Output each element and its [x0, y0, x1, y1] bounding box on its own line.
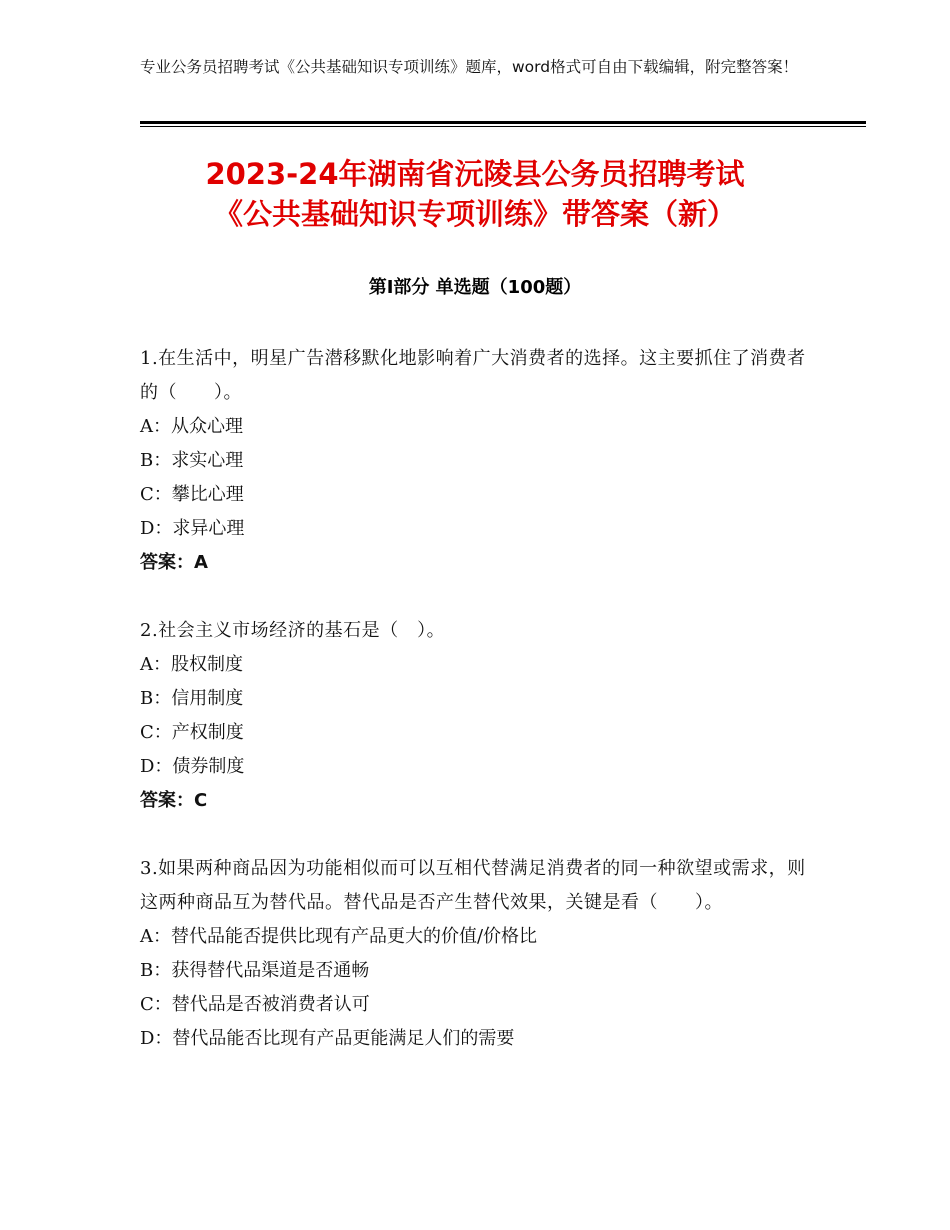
document-title-line-1: 2023-24年湖南省沅陵县公务员招聘考试	[205, 157, 745, 191]
option-c: C：产权制度	[140, 722, 244, 743]
answer-text: 答案：A	[140, 552, 208, 573]
option-c: C：攀比心理	[140, 484, 244, 505]
option-b: B：求实心理	[140, 450, 244, 471]
option-d: D：债券制度	[140, 756, 245, 777]
header-divider-thick	[140, 121, 866, 124]
section-title: 第Ⅰ部分 单选题（100题）	[368, 277, 582, 298]
question-stem: 2.社会主义市场经济的基石是（ ）。	[140, 620, 446, 641]
option-d: D：求异心理	[140, 518, 245, 539]
document-title-line-2: 《公共基础知识专项训练》带答案（新）	[213, 197, 736, 231]
document-title	[100, 154, 850, 234]
question-2	[140, 614, 810, 818]
question-stem: 1.在生活中，明星广告潜移默化地影响着广大消费者的选择。这主要抓住了消费者的（ ）。	[140, 348, 806, 403]
question-3	[140, 852, 810, 1056]
question-stem: 3.如果两种商品因为功能相似而可以互相代替满足消费者的同一种欲望或需求，则这两种商品互为替代品。替代品是否产生替代效果，关键是看（ ）。	[140, 858, 806, 913]
header-note: 专业公务员招聘考试《公共基础知识专项训练》题库，word格式可自由下载编辑，附完整答案！	[140, 58, 799, 76]
option-b: B：信用制度	[140, 688, 244, 709]
option-b: B：获得替代品渠道是否通畅	[140, 960, 370, 981]
option-c: C：替代品是否被消费者认可	[140, 994, 370, 1015]
question-list	[140, 342, 810, 1090]
header-divider-thin	[140, 126, 866, 127]
question-1	[140, 342, 810, 580]
answer-text: 答案：C	[140, 790, 208, 811]
option-d: D：替代品能否比现有产品更能满足人们的需要	[140, 1028, 515, 1049]
option-a: A：替代品能否提供比现有产品更大的价值/价格比	[140, 926, 538, 947]
option-a: A：从众心理	[140, 416, 243, 437]
option-a: A：股权制度	[140, 654, 243, 675]
